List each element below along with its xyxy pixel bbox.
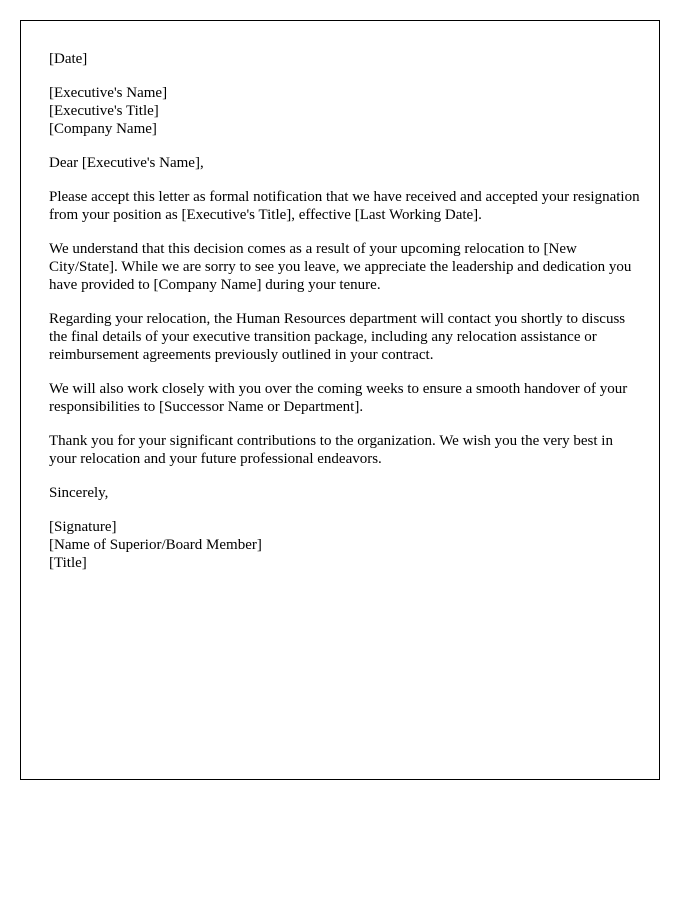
paragraph-transition-package: Regarding your relocation, the Human Resources department will contact you shortly to discuss the final details of your executive transition package, including any relocation assistance or reimbursement agreements previously outlined in your contract. (49, 311, 626, 363)
letter-body (49, 50, 641, 588)
recipient-block (49, 84, 641, 138)
signer-title: [Title] (49, 555, 87, 571)
paragraph-handover: We will also work closely with you over the coming weeks to ensure a smooth handover of your responsibilities to [Successor Name or Department]. (49, 381, 628, 415)
closing: Sincerely, (49, 485, 109, 501)
letter-page (20, 20, 660, 780)
signature-placeholder: [Signature] (49, 519, 117, 535)
paragraph-acceptance: Please accept this letter as formal notification that we have received and accepted your resignation from your position as [Executive's Title], effective [Last Working Date]. (49, 189, 640, 223)
recipient-name: [Executive's Name] (49, 85, 168, 101)
signature-block (49, 518, 641, 572)
signer-name: [Name of Superior/Board Member] (49, 537, 262, 553)
recipient-company: [Company Name] (49, 121, 157, 137)
salutation: Dear [Executive's Name], (49, 155, 204, 171)
paragraph-thanks: Thank you for your significant contributions to the organization. We wish you the very best in your relocation and your future professional endeavors. (49, 433, 613, 467)
paragraph-relocation: We understand that this decision comes as a result of your upcoming relocation to [New City/State]. While we are sorry to see you leave, we appreciate the leadership and dedication you have provided to [Company Name] during your tenure. (49, 241, 632, 293)
letter-date: [Date] (49, 51, 88, 67)
recipient-title: [Executive's Title] (49, 103, 159, 119)
